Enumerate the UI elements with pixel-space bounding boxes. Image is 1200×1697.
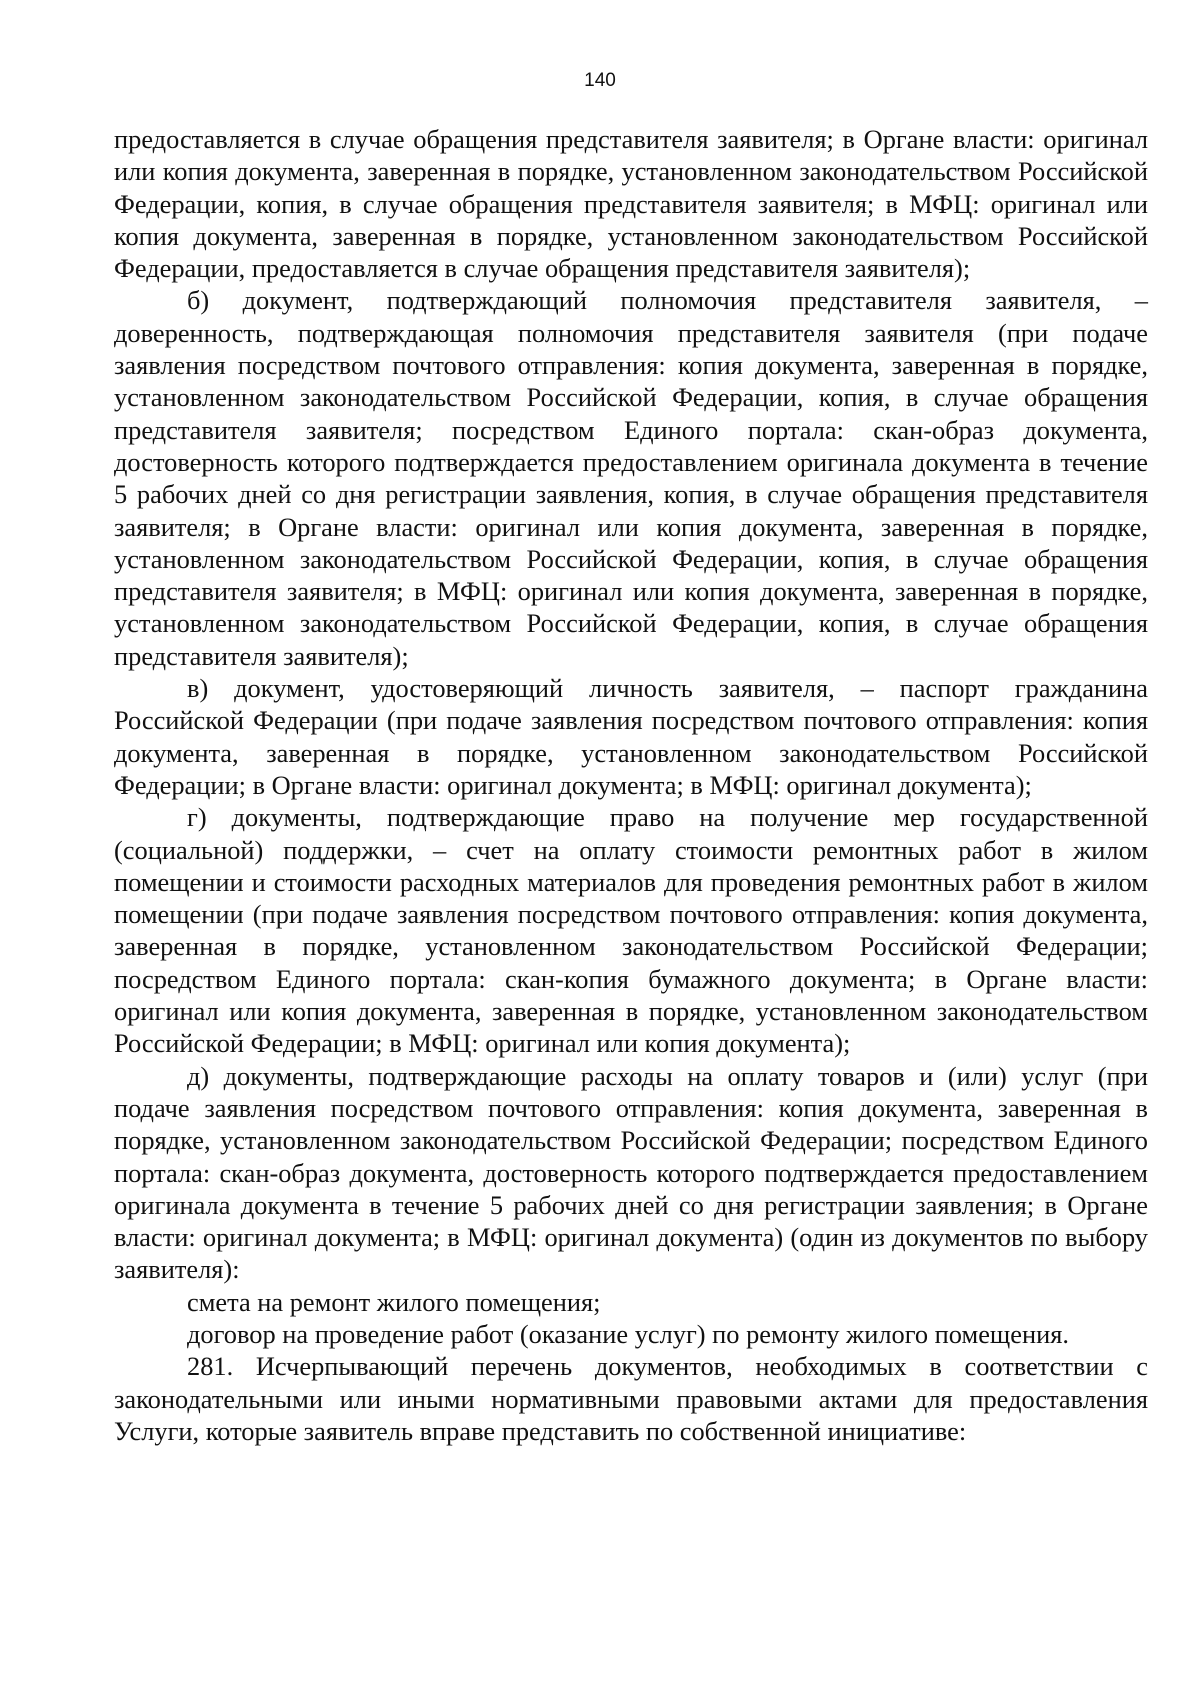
paragraph-item-g: г) документы, подтверждающие право на получение мер государственной (социальной) поддержки, – счет на оплату стоимости ремонтных работ в жилом помещении и стоимости расходных материалов для проведения ремонтных работ в жилом помещении (при подаче заявления посредством почтового отправления: копия документа, заверенная в порядке, установленном законодательством Российской Федерации; посредством Единого портала: скан-копия бумажного документа; в Органе власти: оригинал или копия документа, заверенная в порядке, установленном законодательством Российской Федерации; в МФЦ: оригинал или копия документа);: [114, 802, 1148, 1059]
paragraph-continuation: предоставляется в случае обращения представителя заявителя; в Органе власти: оригинал или копия документа, заверенная в порядке, установленном законодательством Российской Федерации, копия, в случае обращения представителя заявителя; в МФЦ: оригинал или копия документа, заверенная в порядке, установленном законодательством Российской Федерации, предоставляется в случае обращения представителя заявителя);: [114, 124, 1148, 284]
paragraph-item-d: д) документы, подтверждающие расходы на оплату товаров и (или) услуг (при подаче заявления посредством почтового отправления: копия документа, заверенная в порядке, установленном законодательством Российской Федерации; посредством Единого портала: скан-образ документа, достоверность которого подтверждается предоставлением оригинала документа в течение 5 рабочих дней со дня регистрации заявления; в Органе власти: оригинал документа; в МФЦ: оригинал документа) (один из документов по выбору заявителя):: [114, 1060, 1148, 1285]
paragraph-item-v: в) документ, удостоверяющий личность заявителя, – паспорт гражданина Российской Федерации (при подаче заявления посредством почтового отправления: копия документа, заверенная в порядке, установленном законодательством Российской Федерации; в Органе власти: оригинал документа; в МФЦ: оригинал документа);: [114, 673, 1148, 800]
paragraph-option-contract: договор на проведение работ (оказание услуг) по ремонту жилого помещения.: [187, 1318, 1069, 1349]
document-body: [114, 123, 1148, 1447]
paragraph-clause-281: 281. Исчерпывающий перечень документов, необходимых в соответствии с законодательными или иными нормативными правовыми актами для предоставления Услуги, которые заявитель вправе представить по собственной инициативе:: [114, 1351, 1148, 1446]
paragraph-item-b: б) документ, подтверждающий полномочия представителя заявителя, – доверенность, подтверждающая полномочия представителя заявителя (при подаче заявления посредством почтового отправления: копия документа, заверенная в порядке, установленном законодательством Российской Федерации, копия, в случае обращения представителя заявителя; посредством Единого портала: скан-образ документа, достоверность которого подтверждается предоставлением оригинала документа в течение 5 рабочих дней со дня регистрации заявления, копия, в случае обращения представителя заявителя; в Органе власти: оригинал или копия документа, заверенная в порядке, установленном законодательством Российской Федерации, копия, в случае обращения представителя заявителя; в МФЦ: оригинал или копия документа, заверенная в порядке, установленном законодательством Российской Федерации, копия, в случае обращения представителя заявителя);: [114, 285, 1148, 671]
paragraph-option-estimate: смета на ремонт жилого помещения;: [187, 1286, 601, 1317]
page-number: 140: [584, 70, 616, 91]
